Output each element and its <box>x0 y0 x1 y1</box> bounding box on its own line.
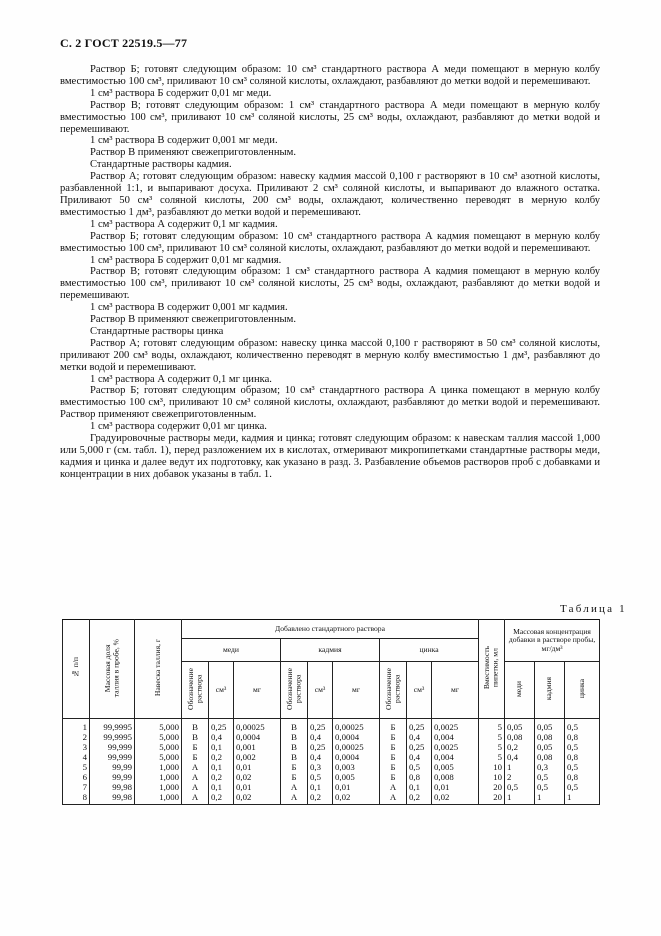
table-cell: А <box>380 782 407 792</box>
table-cell: А <box>182 762 209 772</box>
header-mg-cadmium: мг <box>333 662 380 719</box>
table-cell: 0,1 <box>308 782 333 792</box>
table-cell: 1 <box>505 762 535 772</box>
paragraph: 1 см³ раствора В содержит 0,001 мг меди. <box>90 135 278 147</box>
table-cell: 8 <box>63 792 90 805</box>
table-cell: 0,1 <box>209 742 234 752</box>
header-designation-zinc: Обозначение раствора <box>380 662 407 719</box>
table-cell: 0,02 <box>432 792 479 805</box>
table-body <box>63 719 600 805</box>
table-cell: Б <box>380 742 407 752</box>
table-cell: А <box>182 782 209 792</box>
table-cell: 0,08 <box>535 752 565 762</box>
table-cell: 0,05 <box>505 719 535 733</box>
header-conc-zinc: цинка <box>565 662 600 719</box>
table-cell: 0,25 <box>407 742 432 752</box>
table-cell: 0,5 <box>535 782 565 792</box>
table-row <box>63 762 600 772</box>
table-cell: 0,4 <box>505 752 535 762</box>
table-cell: 0,4 <box>308 732 333 742</box>
paragraph: Раствор В применяют свежеприготовленным. <box>90 314 296 326</box>
table-cell: Б <box>380 752 407 762</box>
header-concentration: Массовая концентрация добавки в растворе пробы, мг/дм³ <box>505 620 600 662</box>
table-cell: 0,25 <box>308 719 333 733</box>
table-cell: 0,00025 <box>333 742 380 752</box>
table-cell: 0,0025 <box>432 719 479 733</box>
table-cell: 0,25 <box>209 719 234 733</box>
table-cell: В <box>281 752 308 762</box>
table-cell: 0,01 <box>234 782 281 792</box>
table-cell: 1 <box>535 792 565 805</box>
paragraph: Раствор Б; готовят следующим образом: 10 см³ стандартного раствора А кадмия помещают в мерную колбу вместимостью 100 см³, приливают 10 см³ соляной кислоты, охлаждают, разбавляют до метки водой и перемешивают. <box>60 230 600 254</box>
table-cell: 0,2 <box>209 772 234 782</box>
table-cell: 1 <box>505 792 535 805</box>
table-cell: 0,5 <box>535 772 565 782</box>
table-cell: 0,00025 <box>234 719 281 733</box>
table-cell: 0,5 <box>407 762 432 772</box>
table-cell: Б <box>281 772 308 782</box>
paragraph: Раствор А; готовят следующим образом: навеску кадмия массой 0,100 г растворяют в 10 см³ азотной кислоты, разбавленной 1:1, и выпаривают досуха. Приливают 2 см³ соляной кислоты, и выпаривают до влажного остатка. Приливают 50 см³ соляной кислоты, 200 см³ воды, охлаждают, количественно переводят в мерную колбу вместимостью 1 дм³, разбавляют до метки водой и перемешивают. <box>60 171 600 218</box>
table-cell: 0,2 <box>505 742 535 752</box>
table-cell: 1,000 <box>135 762 182 772</box>
table-row <box>63 772 600 782</box>
table-cell: 10 <box>479 762 505 772</box>
table-cell: 0,8 <box>565 732 600 742</box>
header-pipette: Вместимость пипетки, мл <box>479 620 505 719</box>
table-cell: 0,08 <box>535 732 565 742</box>
table-row <box>63 782 600 792</box>
table-cell: 0,05 <box>535 742 565 752</box>
table-cell: 20 <box>479 792 505 805</box>
table-cell: 0,02 <box>234 772 281 782</box>
header-mg-copper: мг <box>234 662 281 719</box>
table-cell: В <box>281 732 308 742</box>
table-cell: 5 <box>479 719 505 733</box>
table-cell: 0,5 <box>505 782 535 792</box>
table-cell: 6 <box>63 772 90 782</box>
table-cell: 0,5 <box>565 742 600 752</box>
table-cell: 99,99 <box>90 772 135 782</box>
table-cell: 1 <box>63 719 90 733</box>
table-cell: 0,25 <box>308 742 333 752</box>
table-cell: 0,01 <box>234 762 281 772</box>
table-row <box>63 732 600 742</box>
table-cell: 0,0004 <box>333 752 380 762</box>
table-cell: 0,05 <box>535 719 565 733</box>
table-cell: 0,004 <box>432 752 479 762</box>
header-cm3-zinc: см³ <box>407 662 432 719</box>
table-cell: 0,01 <box>432 782 479 792</box>
table-cell: 0,005 <box>333 772 380 782</box>
table-cell: 3 <box>63 742 90 752</box>
table-cell: 1 <box>565 792 600 805</box>
table-cell: 0,3 <box>308 762 333 772</box>
paragraph: Стандартные растворы кадмия. <box>90 159 232 171</box>
paragraph: 1 см³ раствора содержит 0,01 мг цинка. <box>90 421 267 433</box>
header-copper: меди <box>182 639 281 662</box>
table-cell: 5 <box>63 762 90 772</box>
table-row <box>63 742 600 752</box>
table-row <box>63 752 600 762</box>
table-cell: Б <box>182 752 209 762</box>
table-cell: 0,8 <box>565 772 600 782</box>
table-cell: 99,9995 <box>90 719 135 733</box>
header-zinc: цинка <box>380 639 479 662</box>
header-cm3-cadmium: см³ <box>308 662 333 719</box>
table-cell: 0,01 <box>333 782 380 792</box>
table-cell: 0,001 <box>234 742 281 752</box>
table-cell: 0,02 <box>333 792 380 805</box>
table-cell: 0,5 <box>308 772 333 782</box>
table-cell: В <box>182 732 209 742</box>
table-cell: 10 <box>479 772 505 782</box>
paragraph: Раствор Б; готовят следующим образом; 10 см³ стандартного раствора А цинка помещают в мерную колбу вместимостью 100 см³, приливают 10 см³ соляной кислоты, охлаждают, разбавляют до метки водой и перемешивают. Раствор применяют свежеприготовленным. <box>60 385 600 421</box>
table-cell: 0,1 <box>209 762 234 772</box>
table-cell: 5,000 <box>135 719 182 733</box>
table-cell: 0,00025 <box>333 719 380 733</box>
table-cell: 2 <box>63 732 90 742</box>
paragraph: Раствор В; готовят следующим образом: 1 см³ стандартного раствора А кадмия помещают в мерную колбу вместимостью 100 см³, приливают 10 см³ соляной кислоты, 25 см³ воды, охлаждают, разбавляют до метки водой и перемешивают. <box>60 266 600 302</box>
table-cell: 0,4 <box>407 752 432 762</box>
table-cell: 0,2 <box>209 752 234 762</box>
table-cell: 2 <box>505 772 535 782</box>
paragraph: Раствор Б; готовят следующим образом: 10 см³ стандартного раствора А меди помещают в мерную колбу вместимостью 100 см³, приливают 10 см³ соляной кислоты, охлаждают, разбавляют до метки водой и перемешивают. <box>60 64 600 87</box>
table-cell: 5 <box>479 732 505 742</box>
table-cell: Б <box>380 762 407 772</box>
header-num: № п/п <box>63 620 90 719</box>
paragraph: 1 см³ раствора А содержит 0,1 мг кадмия. <box>90 218 278 230</box>
header-designation-cadmium: Обозначение раствора <box>281 662 308 719</box>
table-cell: Б <box>182 742 209 752</box>
table-cell: 0,4 <box>209 732 234 742</box>
paragraph: 1 см³ раствора Б содержит 0,01 мг кадмия. <box>90 254 282 266</box>
table-cell: А <box>182 772 209 782</box>
table-row <box>63 792 600 805</box>
table-cell: 0,25 <box>407 719 432 733</box>
table-row <box>63 719 600 733</box>
table-cell: 99,999 <box>90 742 135 752</box>
table-cell: 0,2 <box>407 792 432 805</box>
header-conc-cadmium: кадмия <box>535 662 565 719</box>
table-cell: 0,8 <box>407 772 432 782</box>
header-conc-copper: меди <box>505 662 535 719</box>
table-cell: 0,1 <box>407 782 432 792</box>
table-cell: 0,0025 <box>432 742 479 752</box>
page-header: С. 2 ГОСТ 22519.5—77 <box>60 36 188 50</box>
table-cell: В <box>281 742 308 752</box>
table-cell: 1,000 <box>135 782 182 792</box>
table-cell: В <box>281 719 308 733</box>
table-1 <box>62 619 600 805</box>
table-cell: 0,005 <box>432 762 479 772</box>
paragraph: 1 см³ раствора Б содержит 0,01 мг меди. <box>90 87 272 99</box>
table-cell: 0,3 <box>535 762 565 772</box>
table-cell: 7 <box>63 782 90 792</box>
table-cell: 0,8 <box>565 752 600 762</box>
table-cell: 0,0004 <box>234 732 281 742</box>
table-cell: 5,000 <box>135 742 182 752</box>
table-cell: 0,2 <box>209 792 234 805</box>
table-cell: А <box>380 792 407 805</box>
header-designation-copper: Обозначение раствора <box>182 662 209 719</box>
table-cell: 99,999 <box>90 752 135 762</box>
table-cell: 1,000 <box>135 792 182 805</box>
table-cell: 99,98 <box>90 792 135 805</box>
table-cell: А <box>281 792 308 805</box>
table-cell: Б <box>380 719 407 733</box>
header-cm3-copper: см³ <box>209 662 234 719</box>
paragraph: Градуировочные растворы меди, кадмия и цинка; готовят следующим образом: к навескам таллия массой 1,000 или 5,000 г (см. табл. 1), перед разложением их в кислотах, отмеривают микропипетками стандартные растворы меди, кадмия и цинка и далее ведут их подготовку, как указано в разд. 3. Разбавление объемов растворов проб с добавками и концентрации в них добавок указаны в табл. 1. <box>60 433 600 480</box>
table-cell: Б <box>380 772 407 782</box>
table-cell: Б <box>281 762 308 772</box>
table-cell: 0,2 <box>308 792 333 805</box>
table-cell: А <box>281 782 308 792</box>
table-cell: 5,000 <box>135 732 182 742</box>
table-cell: 0,4 <box>407 732 432 742</box>
table-cell: 0,1 <box>209 782 234 792</box>
header-sample: Навеска таллия, г <box>135 620 182 719</box>
header-mg-zinc: мг <box>432 662 479 719</box>
table-cell: 0,004 <box>432 732 479 742</box>
table-cell: 0,5 <box>565 762 600 772</box>
table-cell: 0,003 <box>333 762 380 772</box>
table-cell: 5,000 <box>135 752 182 762</box>
table-cell: 0,0004 <box>333 732 380 742</box>
header-cadmium: кадмия <box>281 639 380 662</box>
paragraph: Стандартные растворы цинка <box>90 325 224 337</box>
table-cell: А <box>182 792 209 805</box>
table-cell: В <box>182 719 209 733</box>
table-cell: 0,002 <box>234 752 281 762</box>
paragraph: 1 см³ раствора А содержит 0,1 мг цинка. <box>90 373 272 385</box>
table-cell: 1,000 <box>135 772 182 782</box>
table-cell: 20 <box>479 782 505 792</box>
paragraph: Раствор В применяют свежеприготовленным. <box>90 147 296 159</box>
table-cell: 0,08 <box>505 732 535 742</box>
paragraph: 1 см³ раствора В содержит 0,001 мг кадмия. <box>90 302 288 314</box>
table-cell: 5 <box>479 742 505 752</box>
table-cell: 0,4 <box>308 752 333 762</box>
table-cell: Б <box>380 732 407 742</box>
table-cell: 99,99 <box>90 762 135 772</box>
table-cell: 99,9995 <box>90 732 135 742</box>
table-cell: 99,98 <box>90 782 135 792</box>
table-cell: 5 <box>479 752 505 762</box>
paragraph: Раствор В; готовят следующим образом: 1 см³ стандартного раствора А меди помещают в мерную колбу вместимостью 100 см³, приливают 10 см³ соляной кислоты, 25 см³ воды, охлаждают, разбавляют до метки водой и перемешивают. <box>60 99 600 135</box>
table-cell: 0,008 <box>432 772 479 782</box>
table-caption: Таблица 1 <box>560 603 627 615</box>
body-text <box>60 64 600 481</box>
table-cell: 0,02 <box>234 792 281 805</box>
header-purity: Массовая доля таллия в пробе, % <box>90 620 135 719</box>
paragraph: Раствор А; готовят следующим образом: навеску цинка массой 0,100 г растворяют в 50 см³ соляной кислоты, приливают 200 см³ воды, охлаждают, количественно переводят в мерную колбу вместимостью 1 дм³, разбавляют до метки водой и перемешивают. <box>60 337 600 373</box>
header-added: Добавлено стандартного раствора <box>182 620 479 639</box>
table-cell: 0,5 <box>565 782 600 792</box>
table-cell: 0,5 <box>565 719 600 733</box>
table-cell: 4 <box>63 752 90 762</box>
